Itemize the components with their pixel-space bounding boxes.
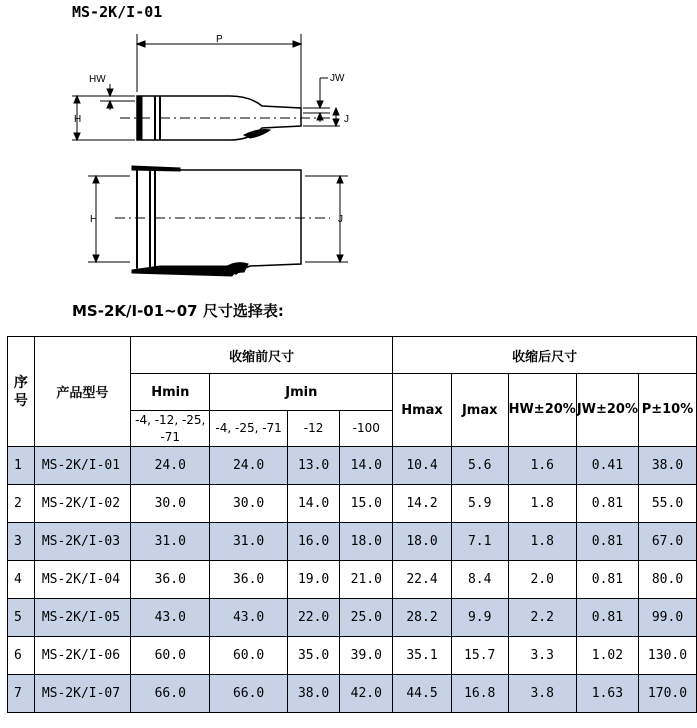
cell-idx: 2 bbox=[8, 485, 35, 523]
cell-j3: 14.0 bbox=[340, 447, 393, 485]
cell-jw: 1.02 bbox=[576, 637, 638, 675]
cell-p: 170.0 bbox=[639, 675, 697, 713]
cell-j1: 36.0 bbox=[210, 561, 287, 599]
label-j-top: J bbox=[344, 114, 349, 125]
cell-idx: 5 bbox=[8, 599, 35, 637]
cell-jw: 1.63 bbox=[576, 675, 638, 713]
cell-j3: 15.0 bbox=[340, 485, 393, 523]
table-title: MS-2K/I-01~07 尺寸选择表: bbox=[72, 302, 284, 320]
table-row bbox=[8, 675, 697, 713]
cell-model: MS-2K/I-06 bbox=[34, 637, 130, 675]
cell-hw: 3.8 bbox=[508, 675, 576, 713]
cell-hmin: 66.0 bbox=[131, 675, 210, 713]
header-hmax: Hmax bbox=[393, 374, 452, 447]
header-p: P±10% bbox=[639, 374, 697, 447]
cell-j3: 39.0 bbox=[340, 637, 393, 675]
cell-j2: 16.0 bbox=[287, 523, 340, 561]
header-jmin: Jmin bbox=[210, 374, 393, 411]
cell-idx: 7 bbox=[8, 675, 35, 713]
table-row bbox=[8, 637, 697, 675]
cell-j1: 30.0 bbox=[210, 485, 287, 523]
header-model: 产品型号 bbox=[34, 337, 130, 447]
table-row bbox=[8, 561, 697, 599]
cell-j1: 60.0 bbox=[210, 637, 287, 675]
cell-p: 80.0 bbox=[639, 561, 697, 599]
header-jmax: Jmax bbox=[451, 374, 508, 447]
cell-jmax: 8.4 bbox=[451, 561, 508, 599]
label-h-top: H bbox=[74, 114, 82, 125]
cell-idx: 6 bbox=[8, 637, 35, 675]
cell-hw: 2.0 bbox=[508, 561, 576, 599]
cell-hw: 1.8 bbox=[508, 485, 576, 523]
table-row bbox=[8, 447, 697, 485]
cell-j2: 22.0 bbox=[287, 599, 340, 637]
label-h-side: H bbox=[90, 214, 98, 225]
cell-jw: 0.81 bbox=[576, 523, 638, 561]
cell-jmax: 7.1 bbox=[451, 523, 508, 561]
cell-j2: 19.0 bbox=[287, 561, 340, 599]
cell-hmax: 18.0 bbox=[393, 523, 452, 561]
header-hmin-sub: -4, -12, -25, -71 bbox=[131, 411, 210, 447]
cell-p: 99.0 bbox=[639, 599, 697, 637]
cell-hw: 3.3 bbox=[508, 637, 576, 675]
cell-j2: 14.0 bbox=[287, 485, 340, 523]
cell-jw: 0.81 bbox=[576, 561, 638, 599]
cell-hw: 1.6 bbox=[508, 447, 576, 485]
cell-hmin: 31.0 bbox=[131, 523, 210, 561]
cell-hmax: 35.1 bbox=[393, 637, 452, 675]
cell-jw: 0.41 bbox=[576, 447, 638, 485]
cell-j1: 31.0 bbox=[210, 523, 287, 561]
label-j-side: J bbox=[338, 214, 343, 225]
cell-jw: 0.81 bbox=[576, 599, 638, 637]
table-row bbox=[8, 523, 697, 561]
cell-j1: 66.0 bbox=[210, 675, 287, 713]
header-hmin: Hmin bbox=[131, 374, 210, 411]
cell-j2: 13.0 bbox=[287, 447, 340, 485]
cell-jmax: 5.6 bbox=[451, 447, 508, 485]
cell-p: 130.0 bbox=[639, 637, 697, 675]
cell-idx: 4 bbox=[8, 561, 35, 599]
cell-p: 67.0 bbox=[639, 523, 697, 561]
cell-p: 55.0 bbox=[639, 485, 697, 523]
header-jmin-sub1: -4, -25, -71 bbox=[210, 411, 287, 447]
cell-jmax: 5.9 bbox=[451, 485, 508, 523]
cell-hw: 1.8 bbox=[508, 523, 576, 561]
cell-hmin: 36.0 bbox=[131, 561, 210, 599]
cell-jmax: 16.8 bbox=[451, 675, 508, 713]
cell-model: MS-2K/I-02 bbox=[34, 485, 130, 523]
cell-p: 38.0 bbox=[639, 447, 697, 485]
header-index: 序号 bbox=[8, 337, 35, 447]
table-row bbox=[8, 599, 697, 637]
header-jmin-sub3: -100 bbox=[340, 411, 393, 447]
header-jmin-sub2: -12 bbox=[287, 411, 340, 447]
cell-idx: 1 bbox=[8, 447, 35, 485]
cell-model: MS-2K/I-01 bbox=[34, 447, 130, 485]
cell-j3: 21.0 bbox=[340, 561, 393, 599]
cell-hmin: 30.0 bbox=[131, 485, 210, 523]
cell-jmax: 9.9 bbox=[451, 599, 508, 637]
table-row bbox=[8, 485, 697, 523]
cell-j2: 35.0 bbox=[287, 637, 340, 675]
header-hw: HW±20% bbox=[508, 374, 576, 447]
cell-hw: 2.2 bbox=[508, 599, 576, 637]
size-table bbox=[7, 336, 697, 713]
cell-j1: 24.0 bbox=[210, 447, 287, 485]
cell-hmin: 24.0 bbox=[131, 447, 210, 485]
cell-hmax: 22.4 bbox=[393, 561, 452, 599]
cell-j3: 18.0 bbox=[340, 523, 393, 561]
product-drawing bbox=[0, 0, 697, 295]
cell-hmin: 60.0 bbox=[131, 637, 210, 675]
cell-model: MS-2K/I-05 bbox=[34, 599, 130, 637]
cell-hmax: 28.2 bbox=[393, 599, 452, 637]
page-title: MS-2K/I-01 bbox=[72, 3, 163, 21]
header-before: 收缩前尺寸 bbox=[131, 337, 393, 374]
cell-model: MS-2K/I-04 bbox=[34, 561, 130, 599]
cell-hmax: 14.2 bbox=[393, 485, 452, 523]
header-jw: JW±20% bbox=[576, 374, 638, 447]
cell-idx: 3 bbox=[8, 523, 35, 561]
cell-j3: 42.0 bbox=[340, 675, 393, 713]
cell-j1: 43.0 bbox=[210, 599, 287, 637]
label-hw: HW bbox=[89, 74, 106, 85]
label-p: P bbox=[216, 34, 223, 45]
cell-j2: 38.0 bbox=[287, 675, 340, 713]
cell-model: MS-2K/I-07 bbox=[34, 675, 130, 713]
cell-hmax: 44.5 bbox=[393, 675, 452, 713]
cell-jmax: 15.7 bbox=[451, 637, 508, 675]
cell-hmin: 43.0 bbox=[131, 599, 210, 637]
cell-jw: 0.81 bbox=[576, 485, 638, 523]
label-jw: JW bbox=[330, 73, 345, 84]
cell-model: MS-2K/I-03 bbox=[34, 523, 130, 561]
header-after: 收缩后尺寸 bbox=[393, 337, 697, 374]
cell-j3: 25.0 bbox=[340, 599, 393, 637]
cell-hmax: 10.4 bbox=[393, 447, 452, 485]
